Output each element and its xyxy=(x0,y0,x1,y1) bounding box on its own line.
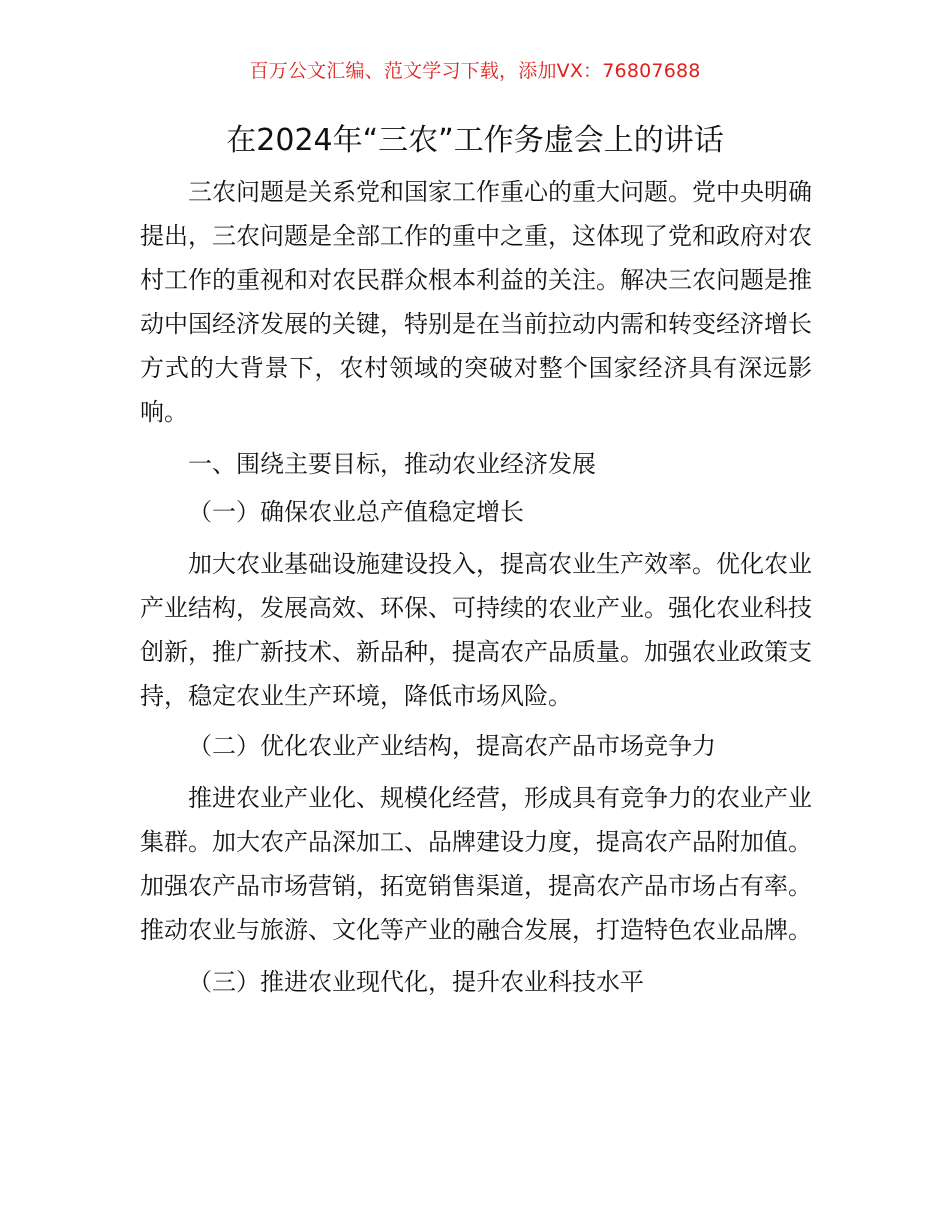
intro-paragraph: 三农问题是关系党和国家工作重心的重大问题。党中央明确提出，三农问题是全部工作的重中之重，这体现了党和政府对农村工作的重视和对农民群众根本利益的关注。解决三农问题是推动中国经济发展的关键，特别是在当前拉动内需和转变经济增长方式的大背景下，农村领域的突破对整个国家经济具有深远影响。 xyxy=(140,178,812,426)
header-watermark-note: 百万公文汇编、范文学习下载，添加VX：76807688 xyxy=(249,60,701,82)
subsection-heading-1: （一）确保农业总产值稳定增长 xyxy=(188,498,524,526)
document-title: 在2024年“三农”工作务虚会上的讲话 xyxy=(226,123,724,158)
subsection-heading-3: （三）推进农业现代化，提升农业科技水平 xyxy=(188,968,644,996)
document-body xyxy=(140,170,812,1004)
subsection-body-1: 加大农业基础设施建设投入，提高农业生产效率。优化农业产业结构，发展高效、环保、可持续的农业产业。强化农业科技创新，推广新技术、新品种，提高农产品质量。加强农业政策支持，稳定农业生产环境，降低市场风险。 xyxy=(140,550,812,710)
section-heading-1: 一、围绕主要目标，推动农业经济发展 xyxy=(188,450,596,478)
subsection-heading-2: （二）优化农业产业结构，提高农产品市场竞争力 xyxy=(188,732,716,760)
subsection-body-2: 推进农业产业化、规模化经营，形成具有竞争力的农业产业集群。加大农产品深加工、品牌建设力度，提高农产品附加值。加强农产品市场营销，拓宽销售渠道，提高农产品市场占有率。推动农业与旅游、文化等产业的融合发展，打造特色农业品牌。 xyxy=(140,784,812,944)
